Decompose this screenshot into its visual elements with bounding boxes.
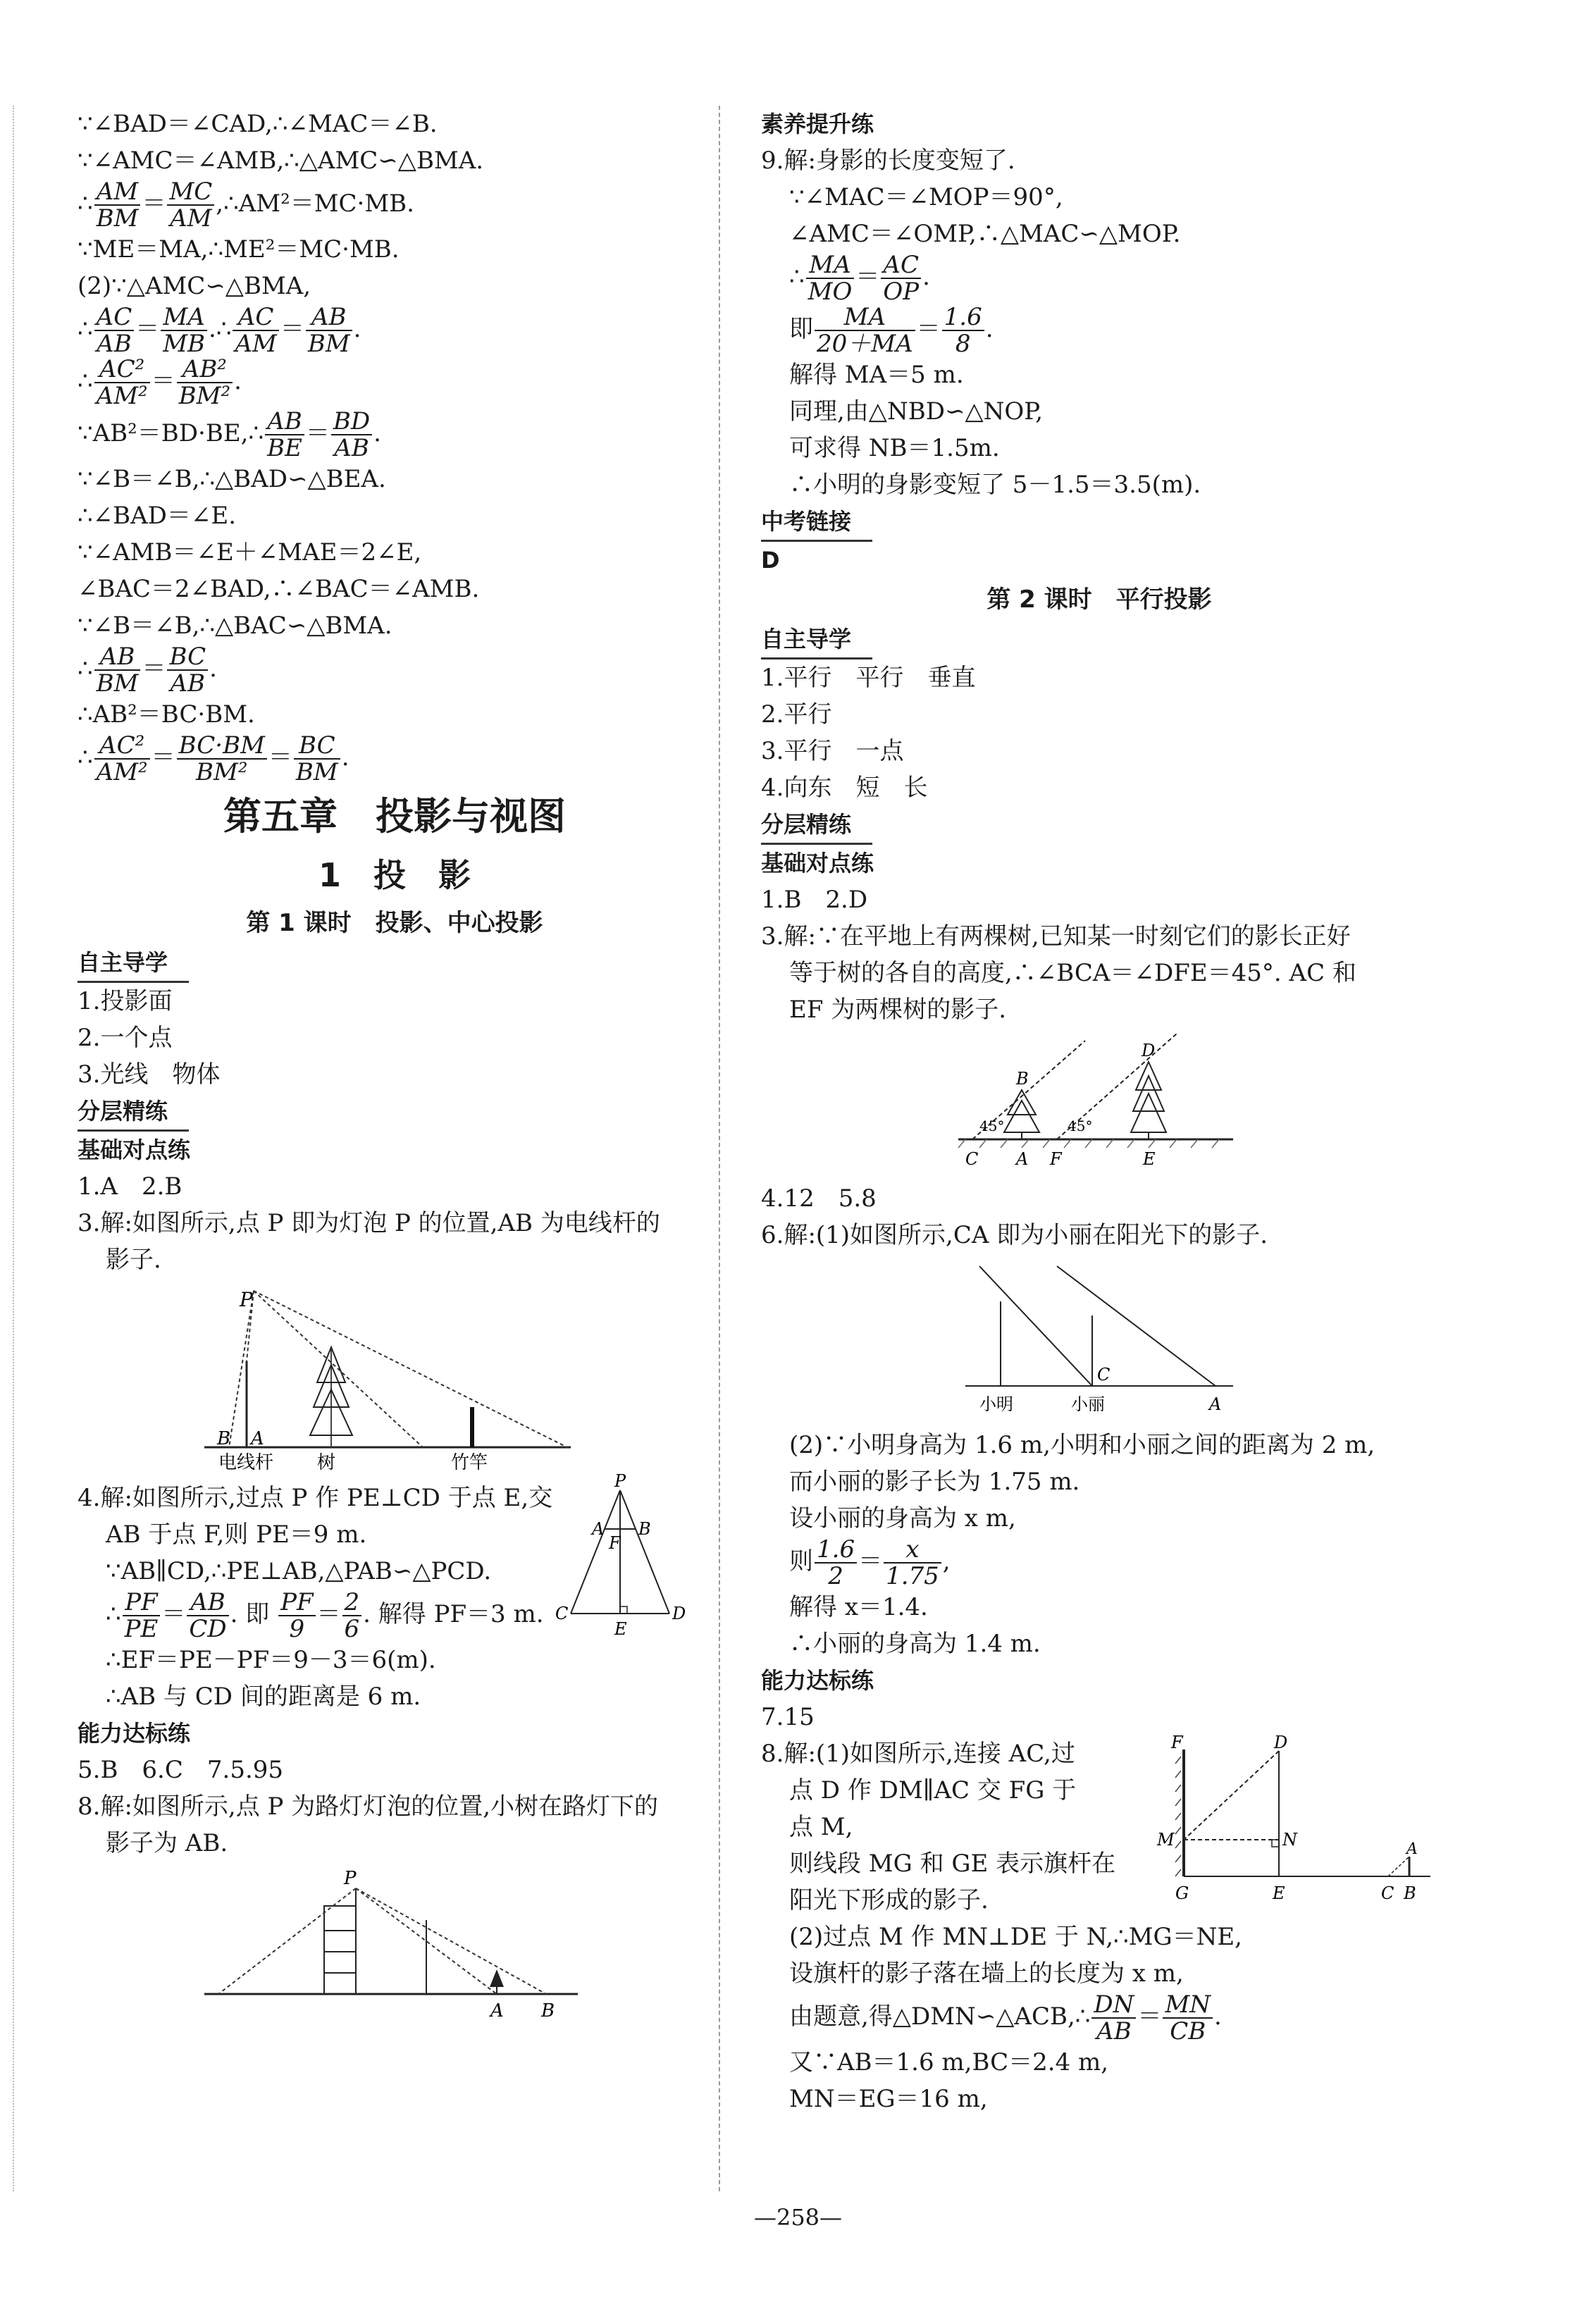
text-line: 3.光线 物体 bbox=[78, 1060, 221, 1089]
text-line: MN＝EG＝16 m, bbox=[789, 2085, 988, 2113]
fraction: $\frac{MA}{MB}$ bbox=[161, 304, 207, 357]
heading-zhongkao: 中考链接 bbox=[761, 503, 872, 542]
label-A: A bbox=[490, 2000, 504, 2022]
text-line: 影子. bbox=[106, 1246, 161, 1274]
label-A: A bbox=[251, 1428, 264, 1449]
formula-line: ∴ $\frac{AC}{AB}$ ＝ $\frac{MA}{MB}$ .∴ $\frac{AC}{AM}$ ＝ $\frac{AB}{BM}$ . bbox=[78, 303, 361, 358]
text-line: 4.12 5.8 bbox=[761, 1184, 877, 1213]
fraction: $\frac{BC}{BM}$ bbox=[294, 733, 340, 785]
problem-8-block bbox=[761, 1735, 1437, 1919]
text-line: 点 D 作 DM∥AC 交 FG 于 bbox=[789, 1776, 1077, 1804]
text-line: 设旗杆的影子落在墙上的长度为 x m, bbox=[789, 1959, 1184, 1988]
binding-margin-line bbox=[13, 106, 14, 2191]
text-line: 8.解:如图所示,点 P 为路灯灯泡的位置,小树在路灯下的 bbox=[78, 1793, 659, 1821]
text-line: 2.一个点 bbox=[78, 1024, 173, 1052]
text-line: 解得 MA＝5 m. bbox=[789, 361, 964, 389]
label-D: D bbox=[1142, 1041, 1156, 1060]
fraction: $\frac{2}{6}$ bbox=[342, 1590, 362, 1642]
text-line: ∵∠MAC＝∠MOP＝90°, bbox=[789, 183, 1063, 211]
text-line: ∵∠B＝∠B,∴△BAD∽△BEA. bbox=[78, 465, 386, 493]
label-pole: 电线杆 bbox=[218, 1452, 274, 1473]
text-line: ∴小丽的身高为 1.4 m. bbox=[789, 1630, 1041, 1658]
text-line: ∴小明的身影变短了 5－1.5＝3.5(m). bbox=[789, 471, 1201, 499]
label-G: G bbox=[1175, 1883, 1189, 1903]
figure-street-lamp bbox=[183, 1867, 606, 2029]
text-line: ∵∠AMB＝∠E＋∠MAE＝2∠E, bbox=[78, 538, 422, 566]
text-line: 4.向东 短 长 bbox=[761, 774, 928, 802]
heading-fenceng: 分层精练 bbox=[761, 806, 872, 845]
label-E: E bbox=[1143, 1149, 1156, 1169]
fraction: $\frac{AM}{BM}$ bbox=[94, 179, 141, 231]
fraction: $\frac{\text{AC²}}{\text{AM²}}$ bbox=[94, 357, 150, 409]
fraction: $\frac{MA}{20+MA}$ bbox=[815, 304, 915, 357]
heading-jichu: 基础对点练 bbox=[761, 850, 874, 877]
text-line: 同理,由△NBD∽△NOP, bbox=[789, 397, 1044, 426]
heading-fenceng: 分层精练 bbox=[78, 1093, 189, 1132]
fraction: $\frac{MN}{CB}$ bbox=[1163, 1992, 1213, 2044]
text-line: 点 M, bbox=[789, 1813, 853, 1841]
fraction: $\frac{AB}{BM}$ bbox=[94, 644, 141, 696]
label-D: D bbox=[1274, 1735, 1288, 1752]
right-column bbox=[761, 106, 1437, 2117]
label-F: F bbox=[609, 1533, 621, 1553]
label-B: B bbox=[217, 1428, 231, 1449]
label-A: A bbox=[1406, 1840, 1418, 1858]
fraction: $\frac{MA}{MO}$ bbox=[806, 252, 855, 304]
text-line: 3.平行 一点 bbox=[761, 737, 904, 765]
fraction: $\frac{PF}{PE}$ bbox=[123, 1590, 161, 1642]
fraction: $\frac{AB}{BE}$ bbox=[265, 409, 304, 461]
text-line: (2)∵小明身高为 1.6 m,小明和小丽之间的距离为 2 m, bbox=[789, 1431, 1375, 1459]
text-line: 9.解:身影的长度变短了. bbox=[761, 147, 1015, 175]
text-line: 则线段 MG 和 GE 表示旗杆在 bbox=[789, 1850, 1116, 1878]
formula-line: ∴ $\frac{PF}{PE}$ ＝ $\frac{AB}{CD}$ . 即 $\frac{PF}{9}$ ＝ $\frac{2}{6}$ . 解得 PF＝3 m. bbox=[106, 1588, 544, 1643]
text-line: (2)过点 M 作 MN⊥DE 于 N,∴MG＝NE, bbox=[789, 1923, 1242, 1951]
figure-triangle-PCD bbox=[550, 1473, 691, 1656]
text-line: 解得 x＝1.4. bbox=[789, 1593, 928, 1621]
label-P: P bbox=[344, 1868, 357, 1889]
fraction: $\frac{AC}{AM}$ bbox=[233, 304, 278, 357]
text-line: EF 为两棵树的影子. bbox=[789, 996, 1007, 1024]
text-line: 6.解:(1)如图所示,CA 即为小丽在阳光下的影子. bbox=[761, 1221, 1268, 1249]
label-A: A bbox=[1209, 1394, 1222, 1414]
label-xiaoli: 小丽 bbox=[1071, 1394, 1105, 1414]
fraction: $\frac{\text{AC²}}{\text{AM²}}$ bbox=[94, 733, 150, 785]
label-B: B bbox=[541, 2000, 555, 2022]
label-E: E bbox=[1273, 1883, 1285, 1903]
formula-line: 即 $\frac{MA}{20+MA}$ ＝ $\frac{1.6}{8}$ . bbox=[789, 303, 994, 358]
fraction: $\frac{AB}{BM}$ bbox=[306, 304, 352, 357]
fraction: $\frac{DN}{AB}$ bbox=[1091, 1992, 1136, 2044]
label-P: P bbox=[614, 1473, 626, 1491]
heading-zizhu: 自主导学 bbox=[761, 621, 872, 660]
answer-D: D bbox=[761, 547, 780, 574]
lesson-title: 第 2 课时 平行投影 bbox=[986, 586, 1212, 614]
text-line: 1.投影面 bbox=[78, 987, 173, 1015]
text-line: ∴AB²＝BC·BM. bbox=[78, 700, 255, 729]
lesson-title: 第 1 课时 投影、中心投影 bbox=[246, 909, 543, 937]
heading-jichu: 基础对点练 bbox=[78, 1137, 191, 1163]
text-line: 等于树的各自的高度,∴∠BCA＝∠DFE＝45°. AC 和 bbox=[789, 959, 1356, 987]
heading-nengli: 能力达标练 bbox=[78, 1720, 191, 1747]
label-tree: 树 bbox=[317, 1452, 336, 1473]
text-line: ∵∠AMC＝∠AMB,∴△AMC∽△BMA. bbox=[78, 147, 484, 175]
text-line: 可求得 NB＝1.5m. bbox=[789, 434, 1000, 462]
text-line: ∠BAC＝2∠BAD,∴∠BAC＝∠AMB. bbox=[78, 575, 480, 603]
text-line: 7.15 bbox=[761, 1703, 815, 1731]
formula-line: ∴ $\frac{MA}{MO}$ ＝ $\frac{AC}{OP}$ . bbox=[789, 251, 930, 306]
fraction: $\frac{x}{1.75}$ bbox=[884, 1537, 941, 1589]
fraction: $\frac{1.6}{2}$ bbox=[815, 1537, 857, 1589]
fraction: $\frac{AC}{AB}$ bbox=[94, 304, 135, 357]
label-B: B bbox=[638, 1519, 651, 1539]
heading-suyang: 素养提升练 bbox=[761, 111, 874, 137]
label-xiaoming: 小明 bbox=[979, 1394, 1013, 1414]
label-B: B bbox=[1404, 1883, 1416, 1903]
fraction: $\frac{1.6}{8}$ bbox=[942, 304, 984, 357]
label-A: A bbox=[592, 1519, 605, 1539]
angle-label: 45° bbox=[979, 1117, 1005, 1134]
text-line: 8.解:(1)如图所示,连接 AC,过 bbox=[761, 1740, 1075, 1768]
text-line: 3.解:如图所示,点 P 即为灯泡 P 的位置,AB 为电线杆的 bbox=[78, 1209, 660, 1237]
formula-line: 由题意,得△DMN∽△ACB,∴ $\frac{DN}{AB}$ ＝ $\frac{MN}{CB}$ . bbox=[789, 1990, 1222, 2045]
text-line: 阳光下形成的影子. bbox=[789, 1886, 989, 1914]
text-line: 又∵AB＝1.6 m,BC＝2.4 m, bbox=[789, 2048, 1109, 2076]
problem-4-block bbox=[78, 1473, 712, 1715]
formula-line: ∴ $\frac{AB}{BM}$ ＝ $\frac{BC}{AB}$ . bbox=[78, 643, 217, 698]
text-line: ∵∠BAD＝∠CAD,∴∠MAC＝∠B. bbox=[78, 110, 438, 138]
text-line: ∴∠BAD＝∠E. bbox=[78, 502, 237, 530]
figure-shadow-xiaoming-xiaoli bbox=[951, 1259, 1247, 1421]
chapter-title: 第五章 投影与视图 bbox=[223, 794, 566, 838]
formula-line: ∴ $\frac{\text{AC²}}{\text{AM²}}$ ＝ $\frac{\text{AB²}}{\text{BM²}}$ . bbox=[78, 355, 242, 410]
label-F: F bbox=[1171, 1735, 1183, 1752]
text-line: ∴AB 与 CD 间的距离是 6 m. bbox=[106, 1683, 421, 1711]
text-line: ∵∠B＝∠B,∴△BAC∽△BMA. bbox=[78, 612, 392, 640]
label-F: F bbox=[1050, 1149, 1062, 1169]
label-P: P bbox=[240, 1288, 253, 1311]
label-B: B bbox=[1016, 1069, 1029, 1089]
text-line: 4.解:如图所示,过点 P 作 PE⊥CD 于点 E,交 bbox=[78, 1484, 553, 1512]
fraction: $\frac{MC}{AM}$ bbox=[167, 179, 214, 231]
text-line: AB 于点 F,则 PE＝9 m. bbox=[106, 1521, 367, 1549]
formula-line: 则 $\frac{1.6}{2}$ ＝ $\frac{x}{1.75}$ , bbox=[789, 1535, 951, 1590]
text-line: ∠AMC＝∠OMP,∴△MAC∽△MOP. bbox=[789, 220, 1181, 248]
fraction: $\frac{BC\cdot BM}{\text{BM²}}$ bbox=[177, 733, 267, 785]
angle-label: 45° bbox=[1068, 1117, 1093, 1134]
column-divider bbox=[719, 106, 720, 2191]
label-A: A bbox=[1016, 1149, 1029, 1169]
figure-lamp-pole-tree bbox=[197, 1284, 592, 1474]
figure-flagpole-wall bbox=[1142, 1735, 1437, 1912]
left-column bbox=[78, 106, 712, 2035]
section-title: 1 投 影 bbox=[318, 856, 471, 894]
fraction: $\frac{AB}{CD}$ bbox=[187, 1590, 228, 1642]
heading-nengli: 能力达标练 bbox=[761, 1667, 874, 1694]
text-line: (2)∵△AMC∽△BMA, bbox=[78, 272, 311, 300]
fraction: $\frac{BD}{AB}$ bbox=[331, 409, 372, 461]
text-line: ∵ME＝MA,∴ME²＝MC·MB. bbox=[78, 235, 400, 264]
label-D: D bbox=[672, 1604, 686, 1623]
page-number: —258— bbox=[753, 2204, 843, 2231]
label-bamboo: 竹竿 bbox=[451, 1452, 488, 1473]
label-C: C bbox=[1097, 1365, 1111, 1385]
text-line: 2.平行 bbox=[761, 700, 832, 729]
label-M: M bbox=[1157, 1830, 1175, 1850]
label-E: E bbox=[614, 1619, 627, 1639]
text-line: ∴EF＝PE－PF＝9－3＝6(m). bbox=[106, 1646, 436, 1674]
text-line: 3.解:∵在平地上有两棵树,已知某一时刻它们的影长正好 bbox=[761, 922, 1351, 951]
text-line: 1.A 2.B bbox=[78, 1172, 183, 1201]
text-line: 1.B 2.D bbox=[761, 886, 868, 914]
formula-line: ∴ $\frac{AM}{BM}$ ＝ $\frac{MC}{AM}$ ,∴AM²＝MC·MB. bbox=[78, 178, 414, 233]
fraction: $\frac{PF}{9}$ bbox=[278, 1590, 315, 1642]
formula-line: ∴ $\frac{\text{AC²}}{\text{AM²}}$ ＝ $\frac{BC\cdot BM}{\text{BM²}}$ ＝ $\frac{BC}{BM}$ . bbox=[78, 731, 349, 786]
formula-line: ∵AB²＝BD·BE,∴ $\frac{AB}{BE}$ ＝ $\frac{BD}{AB}$ . bbox=[78, 407, 381, 462]
text-line: 1.平行 平行 垂直 bbox=[761, 664, 976, 692]
text-line: 设小丽的身高为 x m, bbox=[789, 1504, 1016, 1533]
text-line: 而小丽的影子长为 1.75 m. bbox=[789, 1468, 1080, 1496]
fraction: $\frac{BC}{AB}$ bbox=[167, 644, 208, 696]
heading-zizhu: 自主导学 bbox=[78, 944, 189, 983]
label-N: N bbox=[1282, 1830, 1297, 1850]
text-line: 影子为 AB. bbox=[106, 1829, 228, 1857]
figure-two-trees-sun bbox=[951, 1034, 1247, 1175]
label-C: C bbox=[965, 1149, 979, 1169]
text-line: 5.B 6.C 7.5.95 bbox=[78, 1756, 284, 1784]
fraction: $\frac{AC}{OP}$ bbox=[881, 252, 921, 304]
fraction: $\frac{\text{AB²}}{\text{BM²}}$ bbox=[177, 357, 233, 409]
label-C: C bbox=[1381, 1883, 1394, 1903]
text-line: ∵AB∥CD,∴PE⊥AB,△PAB∽△PCD. bbox=[106, 1557, 492, 1585]
label-C: C bbox=[555, 1604, 569, 1623]
